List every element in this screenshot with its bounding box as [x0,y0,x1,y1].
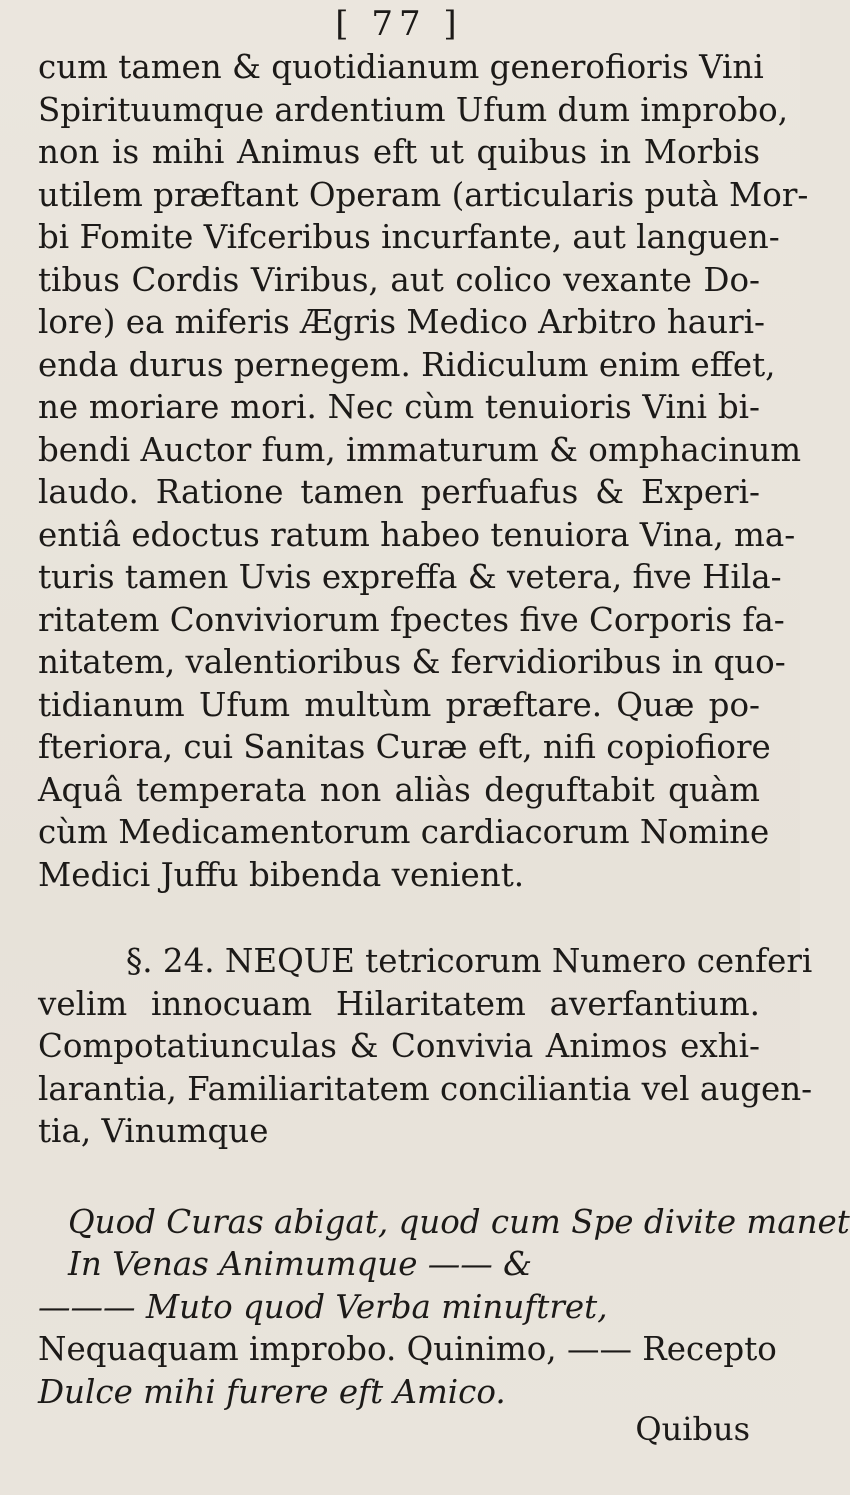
verse-quotation [38,1201,850,1414]
paragraph-wine [38,46,809,896]
text-line: turis tamen Uvis expreffa & vetera, five Hila- [38,558,782,596]
text-line: utilem præftant Operam (articularis putà Mor- [38,175,809,214]
text-line: entiâ edoctus ratum habeo tenuiora Vina, ma- [38,515,796,554]
verse-line: Nequaquam improbo. Quinimo, —— Recepto [38,1330,777,1368]
text-line: bi Fomite Vifceribus incurfante, aut languen- [38,218,780,256]
text-line: fteriora, cui Sanitas Curæ eft, nifi copiofiore [38,728,771,766]
verse-line: Dulce mihi furere eft Amico. [38,1372,506,1411]
text-line: ne moriare mori. Nec cùm tenuioris Vini bi- [38,388,760,426]
text-line: lore) ea miferis Ægris Medico Arbitro hauri- [38,303,766,341]
catchword: Quibus [635,1410,750,1448]
text-line: larantia, Familiaritatem conciliantia vel augen- [38,1069,813,1108]
paragraph-section-24 [38,940,813,1153]
text-line: tibus Cordis Viribus, aut colico vexante Do- [38,260,760,299]
text-line: tidianum Ufum multùm præftare. Quæ po- [38,685,760,724]
text-line: velim innocuam Hilaritatem averfantium. [38,984,760,1023]
text-line: laudo. Ratione tamen perfuafus & Experi- [38,473,760,511]
section-heading-line: §. 24. NEQUE tetricorum Numero cenferi [126,942,813,980]
verse-line: ——— Muto quod Verba minuftret, [38,1287,608,1326]
text-line: nitatem, valentioribus & fervidioribus in quo- [38,643,786,681]
verse-line: Quod Curas abigat, quod cum Spe divite manet [68,1202,850,1241]
verse-line: In Venas Animumque —— & [68,1245,533,1283]
text-line: Aquâ temperata non aliàs deguftabit quàm [38,770,760,809]
text-line: Spirituumque ardentium Ufum dum improbo, [38,90,789,129]
text-line: cùm Medicamentorum cardiacorum Nomine [38,813,770,851]
text-line: tia, Vinumque [38,1112,269,1150]
page-number: [ 77 ] [335,4,463,44]
text-line: Medici Juffu bibenda venient. [38,855,525,894]
text-line: enda durus pernegem. Ridiculum enim effet, [38,345,776,384]
text-line: non is mihi Animus eft ut quibus in Morbis [38,133,760,171]
text-line: Compotatiunculas & Convivia Animos exhi- [38,1027,760,1065]
text-line: cum tamen & quotidianum generofioris Vini [38,48,764,86]
text-line: ritatem Conviviorum fpectes five Corporis fa- [38,600,785,639]
text-line: bendi Auctor fum, immaturum & omphacinum [38,430,802,469]
